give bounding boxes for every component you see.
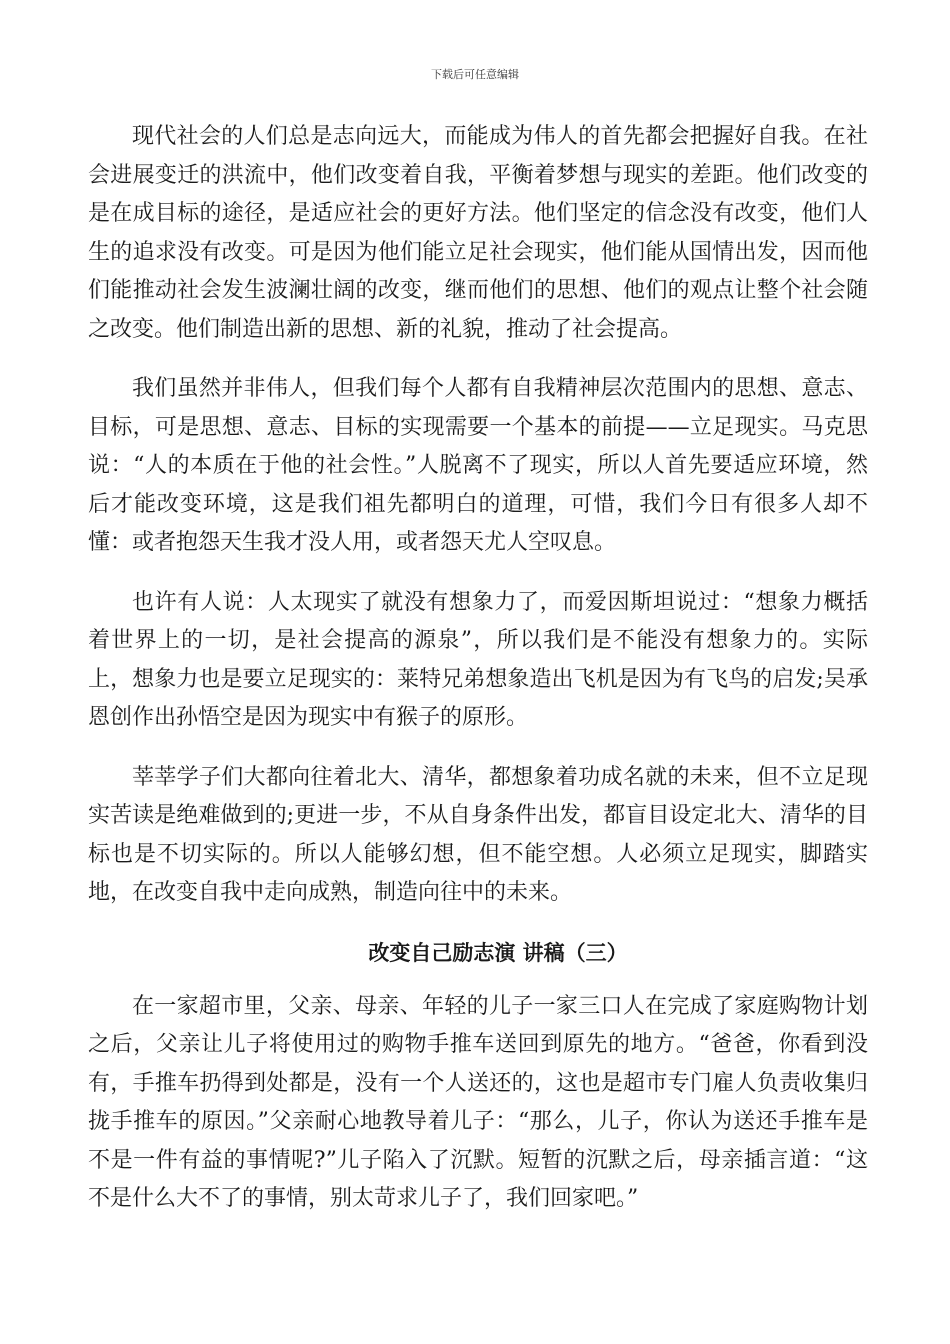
paragraph-3: 也许有人说：人太现实了就没有想象力了，而爱因斯坦说过：“想象力概括着世界上的一切，是社会提高的源泉”，所以我们是不能没有想象力的。实际上，想象力也是要立足现实的：莱特兄弟想象造出飞机是因为有飞鸟的启发;吴承恩创作出孙悟空是因为现实中有猴子的原形。 xyxy=(88,589,868,730)
document-body xyxy=(88,118,868,1219)
paragraph-1: 现代社会的人们总是志向远大，而能成为伟人的首先都会把握好自我。在社会进展变迁的洪流中，他们改变着自我，平衡着梦想与现实的差距。他们改变的是在成目标的途径，是适应社会的更好方法。他们坚定的信念没有改变，他们人生的追求没有改变。可是因为他们能立足社会现实，他们能从国情出发，因而他们能推动社会发生波澜壮阔的改变，继而他们的思想、他们的观点让整个社会随之改变。他们制造出新的思想、新的礼貌，推动了社会提高。 xyxy=(88,124,868,342)
section-paragraph-1: 在一家超市里，父亲、母亲、年轻的儿子一家三口人在完成了家庭购物计划之后，父亲让儿子将使用过的购物手推车送回到原先的地方。“爸爸，你看到没有，手推车扔得到处都是，没有一个人送还的，这也是超市专门雇人负责收集归拢手推车的原因。”父亲耐心地教导着儿子：“那么，儿子，你认为送还手推车是不是一件有益的事情呢?”儿子陷入了沉默。短暂的沉默之后，母亲插言道：“这不是什么大不了的事情，别太苛求儿子了，我们回家吧。” xyxy=(88,993,868,1211)
section-title: 改变自己励志演 讲稿（三） xyxy=(368,940,628,965)
page-header-note: 下载后可任意编辑 xyxy=(431,68,519,81)
paragraph-4: 莘莘学子们大都向往着北大、清华，都想象着功成名就的未来，但不立足现实苦读是绝难做到的;更进一步，不从自身条件出发，都盲目设定北大、清华的目标也是不切实际的。所以人能够幻想，但不能空想。人必须立足现实，脚踏实地，在改变自我中走向成熟，制造向往中的未来。 xyxy=(88,764,868,905)
paragraph-2: 我们虽然并非伟人，但我们每个人都有自我精神层次范围内的思想、意志、目标，可是思想、意志、目标的实现需要一个基本的前提——立足现实。马克思说：“人的本质在于他的社会性。”人脱离不了现实，所以人首先要适应环境，然后才能改变环境，这是我们祖先都明白的道理，可惜，我们今日有很多人却不懂：或者抱怨天生我才没人用，或者怨天尤人空叹息。 xyxy=(88,376,868,555)
